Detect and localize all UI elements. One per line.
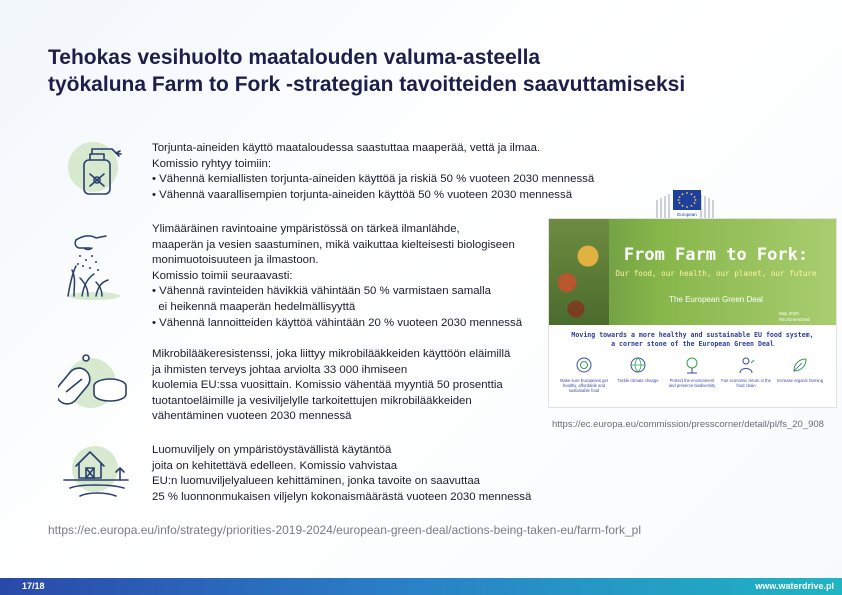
section-line: tuotantoeläimille ja vesiviljelylle tarkoitettujen mikrobilääkkeiden <box>152 394 472 407</box>
section-line: ja ihmisten terveys johtaa arviolta 33 000 ihmiseen <box>152 363 408 376</box>
section-line: maaperän ja vesien saastuminen, mikä vaikuttaa kielteisesti biologiseen <box>152 238 515 251</box>
poster-goal <box>775 355 825 383</box>
poster-banner <box>549 219 836 325</box>
pesticide-sprayer-icon <box>72 138 126 200</box>
poster-goal-text: Tackle climate change <box>617 378 659 383</box>
section-line: kuolemia EU:ssa vuosittain. Komissio vähentää myyntiä 50 prosenttia <box>152 379 503 392</box>
poster-hashtag: #EUGreenDeal <box>779 317 810 322</box>
poster-goal-text: Increase organic farming <box>776 378 824 383</box>
section-line: ei heikennä maaperän hedelmällisyyttä <box>152 300 356 313</box>
section-line: Torjunta-aineiden käyttö maataloudessa saastuttaa maaperää, vettä ja ilmaa. <box>152 142 541 154</box>
tree-icon <box>682 355 702 375</box>
poster-moving-line-2: a corner stone of the European Green Deal <box>611 339 774 348</box>
title-line-1: Tehokas vesihuolto maatalouden valuma-asteella <box>48 46 541 69</box>
page-title <box>48 44 748 98</box>
poster-goal <box>667 355 717 388</box>
section-line: Komissio toimii seuraavasti: <box>152 269 293 282</box>
section-line: vähentäminen vuoteen 2030 mennessä <box>152 410 352 423</box>
farm-barn-icon <box>60 442 132 500</box>
poster-moving-line-1: Moving towards a more healthy and sustainable EU food system, <box>571 331 814 339</box>
poster-goal <box>559 355 609 393</box>
section-line: • Vähennä vaarallisempien torjunta-aineiden käyttöä 50 % vuoteen 2030 mennessä <box>152 188 573 201</box>
poster-goal-text: Make sure Europeans get healthy, affordable and sustainable food <box>560 378 608 393</box>
fertilizer-hand-icon <box>58 226 122 302</box>
poster-moving-text <box>559 331 826 348</box>
poster-subheading: Our food, our health, our planet, our future <box>615 269 817 278</box>
section-line: 25 % luonnonmukaisen viljelyn kokonaismäärästä vuoteen 2030 mennessä <box>152 490 532 503</box>
section-line: Komissio ryhtyy toimiin: <box>152 157 271 170</box>
farm-to-fork-poster <box>548 218 837 408</box>
section-line: • Vähennä lannoitteiden käyttöä vähintään 20 % vuoteen 2030 mennessä <box>152 316 523 329</box>
poster-goal-text: Fair economic return in the food chain <box>721 378 771 388</box>
poster-source-link[interactable]: https://ec.europa.eu/commission/presscorner/detail/pl/fs_20_908 <box>552 419 824 430</box>
title-line-2: työkaluna Farm to Fork -strategian tavoitteiden saavuttamiseksi <box>48 73 686 96</box>
poster-goal <box>613 355 663 383</box>
section-line: • Vähennä kemiallisten torjunta-aineiden käyttöä ja riskiä 50 % vuoteen 2030 mennessä <box>152 173 595 186</box>
poster-date-text: May 2020 <box>779 311 799 316</box>
organic-leaf-icon <box>790 355 810 375</box>
poster-goal-text: Protect the environment and preserve biodiversity <box>668 378 716 388</box>
food-plate-icon <box>574 355 594 375</box>
poster-goal <box>721 355 771 388</box>
footer-bar <box>0 578 842 595</box>
section-line: joita on kehitettävä edelleen. Komissio vahvistaa <box>152 459 398 472</box>
farmer-icon <box>736 355 756 375</box>
globe-icon <box>628 355 648 375</box>
poster-green-deal: The European Green Deal <box>669 295 763 304</box>
logo-text-1: European <box>677 212 697 217</box>
section-line: EU:n luomuviljelyalueen kehittäminen, jonka tavoite on saavuttaa <box>152 475 480 488</box>
website-link[interactable]: www.waterdrive.pl <box>755 581 834 591</box>
section-antimicrobials <box>152 347 510 425</box>
main-source-link[interactable]: https://ec.europa.eu/info/strategy/priorities-2019-2024/european-green-deal/actions-being-taken-eu/farm-fork_pl <box>48 523 642 537</box>
section-line: Ylimääräinen ravintoaine ympäristössä on tärkeä ilmanlähde, <box>152 223 460 235</box>
section-line: Luomuviljely on ympäristöystävällistä käytäntöä <box>152 444 392 456</box>
section-nutrients <box>152 222 522 331</box>
food-photo <box>549 219 609 325</box>
section-line: monimuotoisuuteen ja ilmastoon. <box>152 254 319 267</box>
section-organic <box>152 443 531 505</box>
pills-icon <box>58 352 134 408</box>
page-number: 17/18 <box>22 581 45 591</box>
poster-date <box>779 311 810 323</box>
section-line: • Vähennä ravinteiden hävikkiä vähintään 50 % varmistaen samalla <box>152 285 491 298</box>
section-pesticides <box>152 141 594 203</box>
section-line: Mikrobilääkeresistenssi, joka liittyy mikrobilääkkeiden käyttöön eläimillä <box>152 348 511 360</box>
poster-heading: From Farm to Fork: <box>623 245 809 265</box>
